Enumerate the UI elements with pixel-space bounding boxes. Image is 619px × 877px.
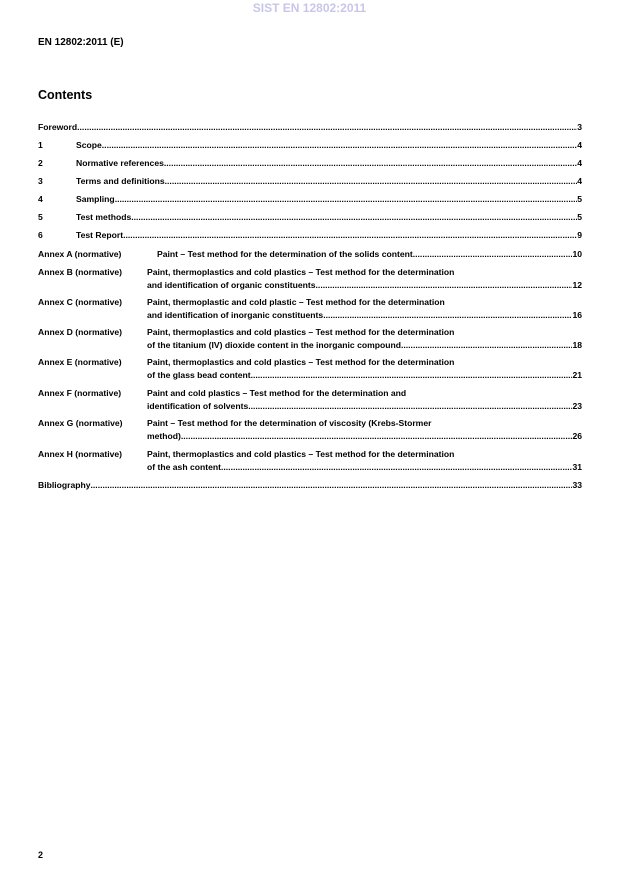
annex-title: Paint, thermoplastics and cold plastics – Test method for the determination [147,357,455,367]
toc-entry[interactable] [38,211,582,224]
page-ref: 4 [577,158,582,168]
annex-label: Annex H (normative) [38,449,123,459]
clause-number: 4 [38,194,43,204]
annex-line-2 [38,400,582,413]
entry-title: Bibliography [38,480,91,490]
toc-entry[interactable] [38,121,582,134]
contents-title: Contents [38,88,93,102]
annex-label: Annex D (normative) [38,327,123,337]
annex-line-1 [38,266,582,279]
annex-title: Paint, thermoplastics and cold plastics – Test method for the determination [147,327,455,337]
clause-number: 6 [38,230,43,240]
annex-line-1 [38,387,582,400]
annex-line-1 [38,417,582,430]
page-ref: 26 [572,431,582,441]
annex-line-2 [38,461,582,474]
toc-line [38,193,582,206]
annex-title-continued: method) [147,431,181,441]
annex-title-continued: and identification of inorganic constituents [147,310,324,320]
page-ref: 12 [572,280,582,290]
annex-line-2 [38,430,582,443]
clause-number: 5 [38,212,43,222]
annex-line-1 [38,448,582,461]
dot-leader [221,461,572,474]
dot-leader [413,248,573,261]
page-number: 2 [38,850,44,860]
annex-line-1 [38,296,582,309]
dot-leader [316,279,573,292]
annex-title-continued: of the glass bead content [147,370,251,380]
toc-entry[interactable] [38,229,582,242]
toc-entry[interactable] [38,175,582,188]
entry-title: Sampling [76,194,115,204]
page-ref: 18 [572,340,582,350]
page-ref: 3 [577,122,582,132]
entry-title: Test Report [76,230,124,240]
page-ref: 4 [577,176,582,186]
annex-entry[interactable] [38,296,582,322]
dot-leader [115,193,578,206]
dot-leader [102,139,577,152]
dot-leader [323,309,572,322]
dot-leader [251,369,573,382]
toc-line [38,211,582,224]
toc-line [38,175,582,188]
annex-line-2 [38,339,582,352]
annex-entry[interactable] [38,387,582,413]
annex-label: Annex C (normative) [38,297,123,307]
annex-title-continued: and identification of organic constituents [147,280,316,290]
annex-title: Paint – Test method for the determination of viscosity (Krebs-Stormer [147,418,432,428]
annex-title: Paint and cold plastics – Test method for the determination and [147,388,407,398]
page-ref: 23 [572,401,582,411]
dot-leader [91,479,573,492]
annex-label: Annex A (normative) [38,249,122,259]
page-ref: 5 [577,194,582,204]
clause-number: 1 [38,140,43,150]
dot-leader [77,121,577,134]
dot-leader [123,229,577,242]
page-ref: 21 [572,370,582,380]
annex-line-2 [38,369,582,382]
document-header: EN 12802:2011 (E) [38,37,124,48]
dot-leader [181,430,573,443]
annex-title: Paint, thermoplastics and cold plastics – Test method for the determination [147,449,455,459]
page-ref: 31 [572,462,582,472]
annex-label: Annex F (normative) [38,388,122,398]
entry-title: Test methods [76,212,132,222]
toc-line [38,479,582,492]
dot-leader [165,175,578,188]
annex-entry[interactable] [38,448,582,474]
toc-entry[interactable] [38,139,582,152]
page-ref: 33 [572,480,582,490]
annex-title-continued: of the ash content [147,462,222,472]
annex-entry[interactable] [38,417,582,443]
annex-entry[interactable] [38,248,582,261]
toc-line [38,139,582,152]
annex-title: Paint, thermoplastics and cold plastics – Test method for the determination [147,267,455,277]
page-ref: 4 [577,140,582,150]
page-ref: 9 [577,230,582,240]
annex-entry[interactable] [38,356,582,382]
annex-line-2 [38,309,582,322]
annex-title: Paint, thermoplastic and cold plastic – Test method for the determination [147,297,445,307]
toc-entry[interactable] [38,157,582,170]
dot-leader [131,211,577,224]
annex-title-continued: of the titanium (IV) dioxide content in the inorganic compound [147,340,401,350]
annex-line-1 [38,356,582,369]
page-ref: 10 [572,249,582,259]
annex-line-1 [38,326,582,339]
entry-title: Scope [76,140,102,150]
entry-title: Terms and definitions [76,176,165,186]
toc-entry[interactable] [38,193,582,206]
clause-number: 3 [38,176,43,186]
annex-entry[interactable] [38,326,582,352]
annex-line-2 [38,279,582,292]
annex-line-1 [38,248,582,261]
watermark: SIST EN 12802:2011 [252,1,367,15]
bibliography-entry[interactable] [38,479,582,492]
dot-leader [164,157,577,170]
page-ref: 5 [577,212,582,222]
toc-line [38,229,582,242]
annex-label: Annex G (normative) [38,418,123,428]
annex-title-continued: identification of solvents [147,401,249,411]
clause-number: 2 [38,158,43,168]
annex-title: Paint – Test method for the determination of the solids content [157,249,413,259]
toc-line [38,157,582,170]
dot-leader [248,400,572,413]
entry-title: Foreword [38,122,78,132]
toc-line [38,121,582,134]
annex-entry[interactable] [38,266,582,292]
annex-label: Annex E (normative) [38,357,122,367]
page-ref: 16 [572,310,582,320]
entry-title: Normative references [76,158,164,168]
annex-label: Annex B (normative) [38,267,123,277]
dot-leader [401,339,572,352]
